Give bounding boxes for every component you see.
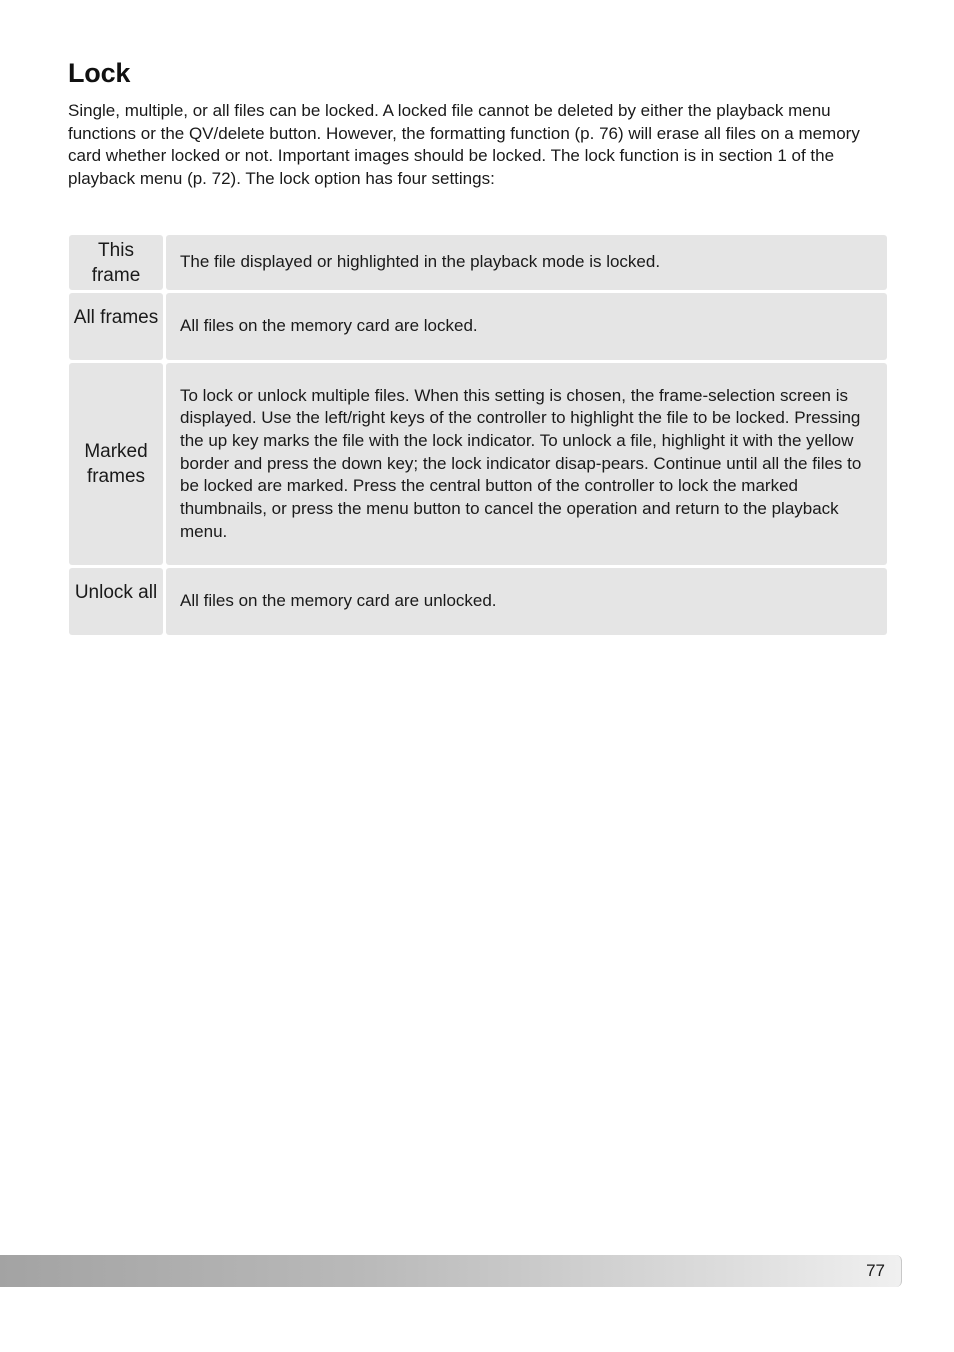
setting-name-this-frame (69, 235, 163, 290)
page-number: 77 (866, 1261, 885, 1280)
table-row (69, 568, 887, 635)
setting-description: All files on the memory card are locked. (166, 293, 887, 360)
setting-name-label: Marked frames (84, 441, 148, 487)
footer-bar (0, 1255, 902, 1287)
setting-name-all-frames: All frames (69, 293, 163, 360)
page-title: Lock (68, 58, 131, 88)
setting-name-marked-frames (69, 363, 163, 565)
lock-settings-table (66, 232, 890, 638)
setting-description: All files on the memory card are unlocked. (166, 568, 887, 635)
setting-description: To lock or unlock multiple files. When this setting is chosen, the frame-selection screen is displayed. Use the left/right keys of the controller to highlight the file to be locked. Pressing the up key marks the file with the lock indicator. To unlock a file, highlight it with the yellow border and press the down key; the lock indicator disap-pears. Continue until all the files to be locked are marked. Press the central button of the controller to lock the marked thumbnails, or press the menu button to cancel the operation and return to the playback menu. (166, 363, 887, 565)
setting-description: The file displayed or highlighted in the playback mode is locked. (166, 235, 887, 290)
table-row (69, 235, 887, 290)
table-row (69, 363, 887, 565)
setting-name-unlock-all: Unlock all (69, 568, 163, 635)
intro-paragraph: Single, multiple, or all files can be locked. A locked file cannot be deleted by either the playback menu functions or the QV/delete button. However, the formatting function (p. 76) will erase all files on a memory card whether locked or not. Important images should be locked. The lock function is in section 1 of the playback menu (p. 72). The lock option has four settings: (68, 101, 860, 189)
table-row (69, 293, 887, 360)
setting-name-label: This frame (91, 239, 141, 286)
